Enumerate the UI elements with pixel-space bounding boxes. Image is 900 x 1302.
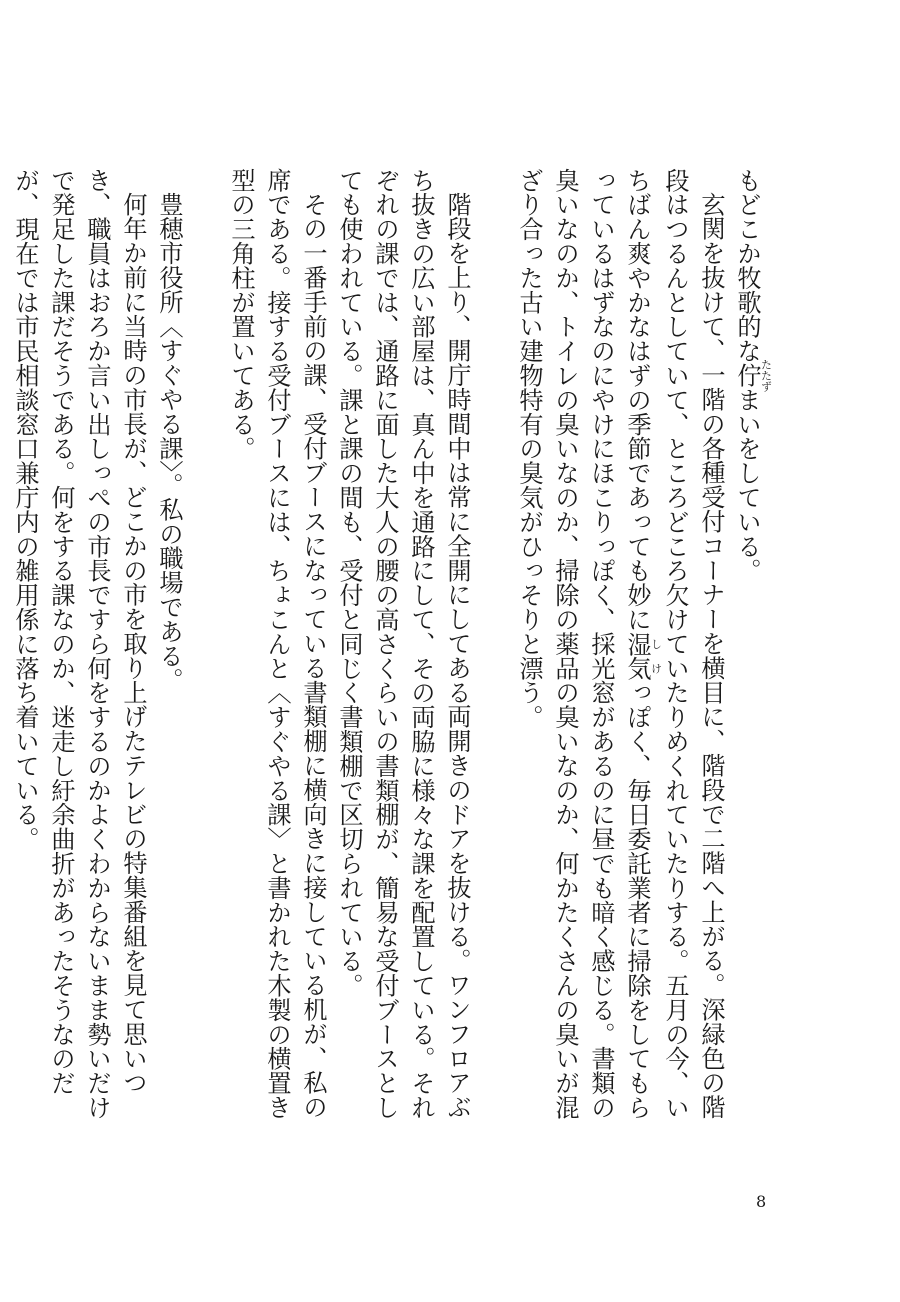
blank-line: [475, 168, 511, 1138]
page-number: 8: [756, 1192, 767, 1211]
vertical-text-body: [11, 168, 773, 1138]
ruby-reading: たたず: [759, 358, 773, 393]
paragraph-1-text: もどこか牧歌的な: [733, 168, 761, 364]
paragraph-2-tail: っぽく、毎日委託業者に掃除をしてもらっているはずなのにやけにほこりっぽく、採光窓があるのに昼でも暗く感じる。書類の臭いなのか、トイレの臭いなのか、掃除の薬品の臭いなのか、何かたくさんの臭いが混ざり合った古い建物特有の臭気がひっそりと漂う。: [515, 168, 651, 1120]
paragraph-2-text: 玄関を抜けて、一階の各種受付コーナーを横目に、階段で二階へ上がる。深緑色の階段はつるんとしていて、ところどころ欠けていたりめくれていたりする。五月の今、いちばん爽やかなはずの季節であっても妙に: [623, 168, 725, 1120]
paragraph-2: [511, 168, 729, 1138]
ruby-base: 佇: [733, 358, 761, 393]
paragraph-1-tail: まいをしている。: [733, 387, 761, 583]
ruby-shike: [623, 631, 663, 681]
ruby-tatazu: [733, 358, 773, 393]
blank-line: [187, 168, 223, 1138]
paragraph-5: 豊穂市役所〈すぐやる課〉。私の職場である。: [155, 192, 183, 693]
paragraph-4: その一番手前の課、受付ブースになっている書類棚に横向きに接している机が、私の席である。接する受付ブースには、ちょこんと〈すぐやる課〉と書かれた木製の横置き型の三角柱が置いてある。: [227, 168, 327, 1120]
paragraph-1: [729, 168, 772, 1138]
paragraph-6: 何年か前に当時の市長が、どこかの市を取り上げたテレビの特集番組を見て思いつき、職員はおろか言い出しっぺの市長ですら何をするのかよくわからないまま勢いだけで発足した課だそうである。何をする課なのか、迷走し紆余曲折があったそうなのだが、現在では市民相談窓口兼庁内の雑用係に落ち着いている。: [11, 168, 147, 1120]
ruby-reading: しけ: [649, 631, 663, 681]
paragraph-3: 階段を上り、開庁時間中は常に全開にしてある両開きのドアを抜ける。ワンフロアぶち抜きの広い部屋は、真ん中を通路にして、その両脇に様々な課を配置している。それぞれの課では、通路に面した大人の腰の高さくらいの書類棚が、簡易な受付ブースとしても使われている。課と課の間も、受付と同じく書類棚で区切られている。: [335, 168, 471, 1120]
ruby-base: 湿気: [623, 631, 651, 681]
